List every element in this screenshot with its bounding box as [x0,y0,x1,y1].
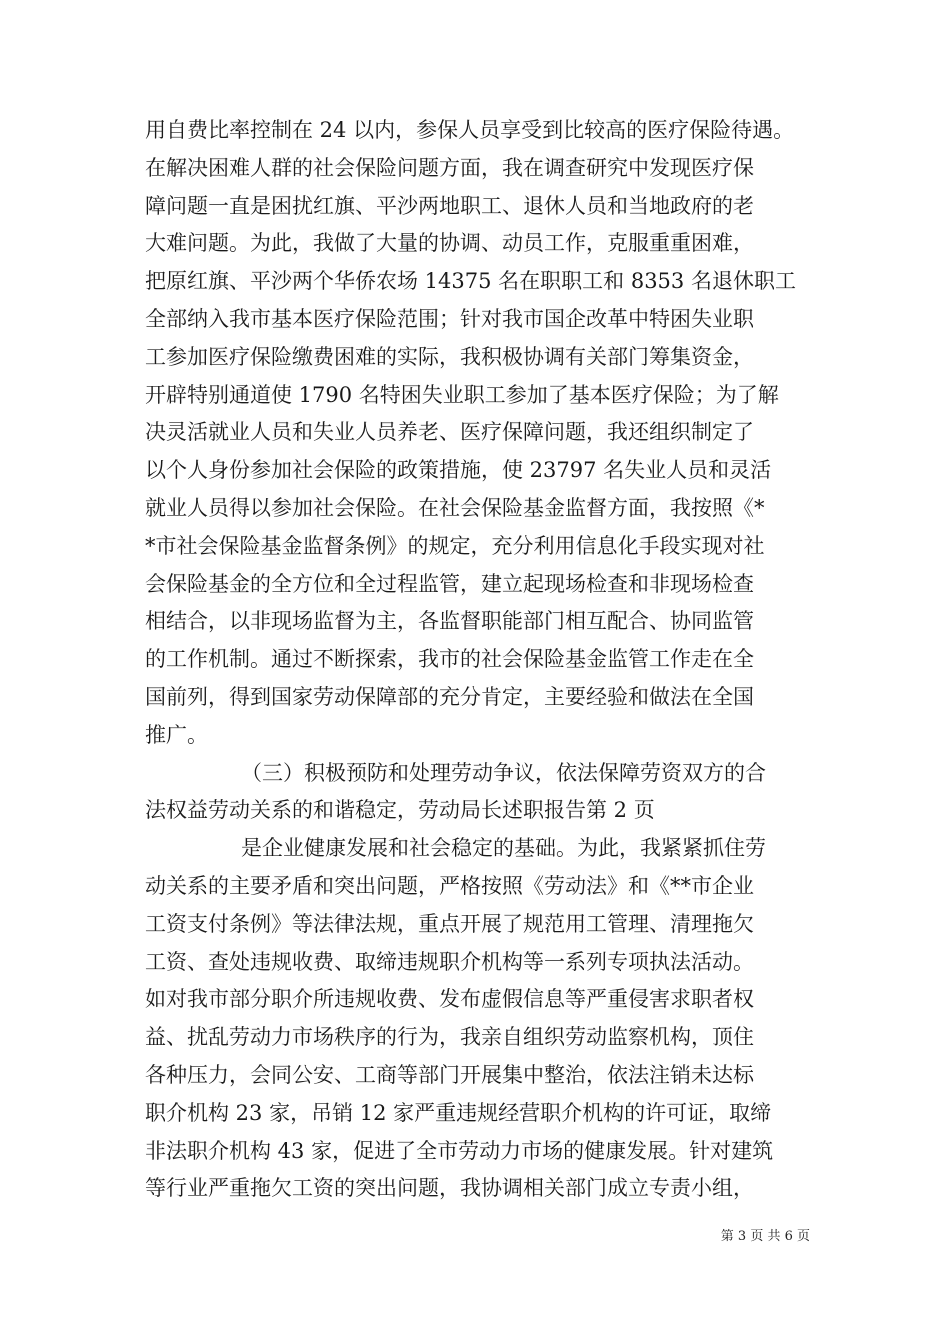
text-line: 开辟特别通道使 1790 名特困失业职工参加了基本医疗保险；为了解 [145,382,779,407]
text-line: 把原红旗、平沙两个华侨农场 14375 名在职职工和 8353 名退休职工 [145,269,796,294]
text-line: *市社会保险基金监督条例》的规定，充分利用信息化手段实现对社 [145,533,765,558]
text-line: 等行业严重拖欠工资的突出问题，我协调相关部门成立专责小组， [145,1176,754,1201]
text-line: 如对我市部分职介所违规收费、发布虚假信息等严重侵害求职者权 [145,987,754,1012]
text-line: 的工作机制。通过不断探索，我市的社会保险基金监管工作走在全 [145,647,754,672]
text-line: 障问题一直是困扰红旗、平沙两地职工、退休人员和当地政府的老 [145,193,754,218]
text-line: 用自费比率控制在 24 以内，参保人员享受到比较高的医疗保险待遇。 [145,118,795,142]
text-line: 大难问题。为此，我做了大量的协调、动员工作，克服重重困难， [145,231,754,256]
text-line: 各种压力，会同公安、工商等部门开展集中整治，依法注销未达标 [145,1062,754,1087]
text-line: 会保险基金的全方位和全过程监管，建立起现场检查和非现场检查 [145,571,754,596]
body-text [145,112,810,1208]
section-heading-line: （三）积极预防和处理劳动争议，依法保障劳资双方的合 [241,760,766,785]
text-line: 益、扰乱劳动力市场秩序的行为，我亲自组织劳动监察机构，顶住 [145,1025,754,1050]
text-line: 非法职介机构 43 家，促进了全市劳动力市场的健康发展。针对建筑 [145,1138,774,1163]
text-line: 是企业健康发展和社会稳定的基础。为此，我紧紧抓住劳 [241,836,766,861]
text-line: 工资支付条例》等法律法规，重点开展了规范用工管理、清理拖欠 [145,911,754,936]
text-line: 动关系的主要矛盾和突出问题，严格按照《劳动法》和《**市企业 [145,873,754,898]
text-line: 决灵活就业人员和失业人员养老、医疗保障问题，我还组织制定了 [145,420,754,445]
text-line: 职介机构 23 家，吊销 12 家严重违规经营职介机构的许可证，取缔 [145,1100,772,1125]
page-number: 第 3 页 共 6 页 [720,1229,810,1244]
text-line: 以个人身份参加社会保险的政策措施，使 23797 名失业人员和灵活 [145,458,772,483]
text-line: 工资、查处违规收费、取缔违规职介机构等一系列专项执法活动。 [145,949,754,974]
text-line: 全部纳入我市基本医疗保险范围；针对我市国企改革中特困失业职 [145,306,754,331]
text-line: 在解决困难人群的社会保险问题方面，我在调查研究中发现医疗保 [145,155,754,180]
text-line: 相结合，以非现场监督为主，各监督职能部门相互配合、协同监管 [145,609,754,634]
text-line: 工参加医疗保险缴费困难的实际，我积极协调有关部门筹集资金， [145,344,754,369]
text-line: 推广。 [145,722,208,747]
text-line: 就业人员得以参加社会保险。在社会保险基金监督方面，我按照《* [145,495,765,520]
text-line: 国前列，得到国家劳动保障部的充分肯定，主要经验和做法在全国 [145,684,754,709]
section-heading-line: 法权益劳动关系的和谐稳定，劳动局长述职报告第 2 页 [145,798,655,823]
